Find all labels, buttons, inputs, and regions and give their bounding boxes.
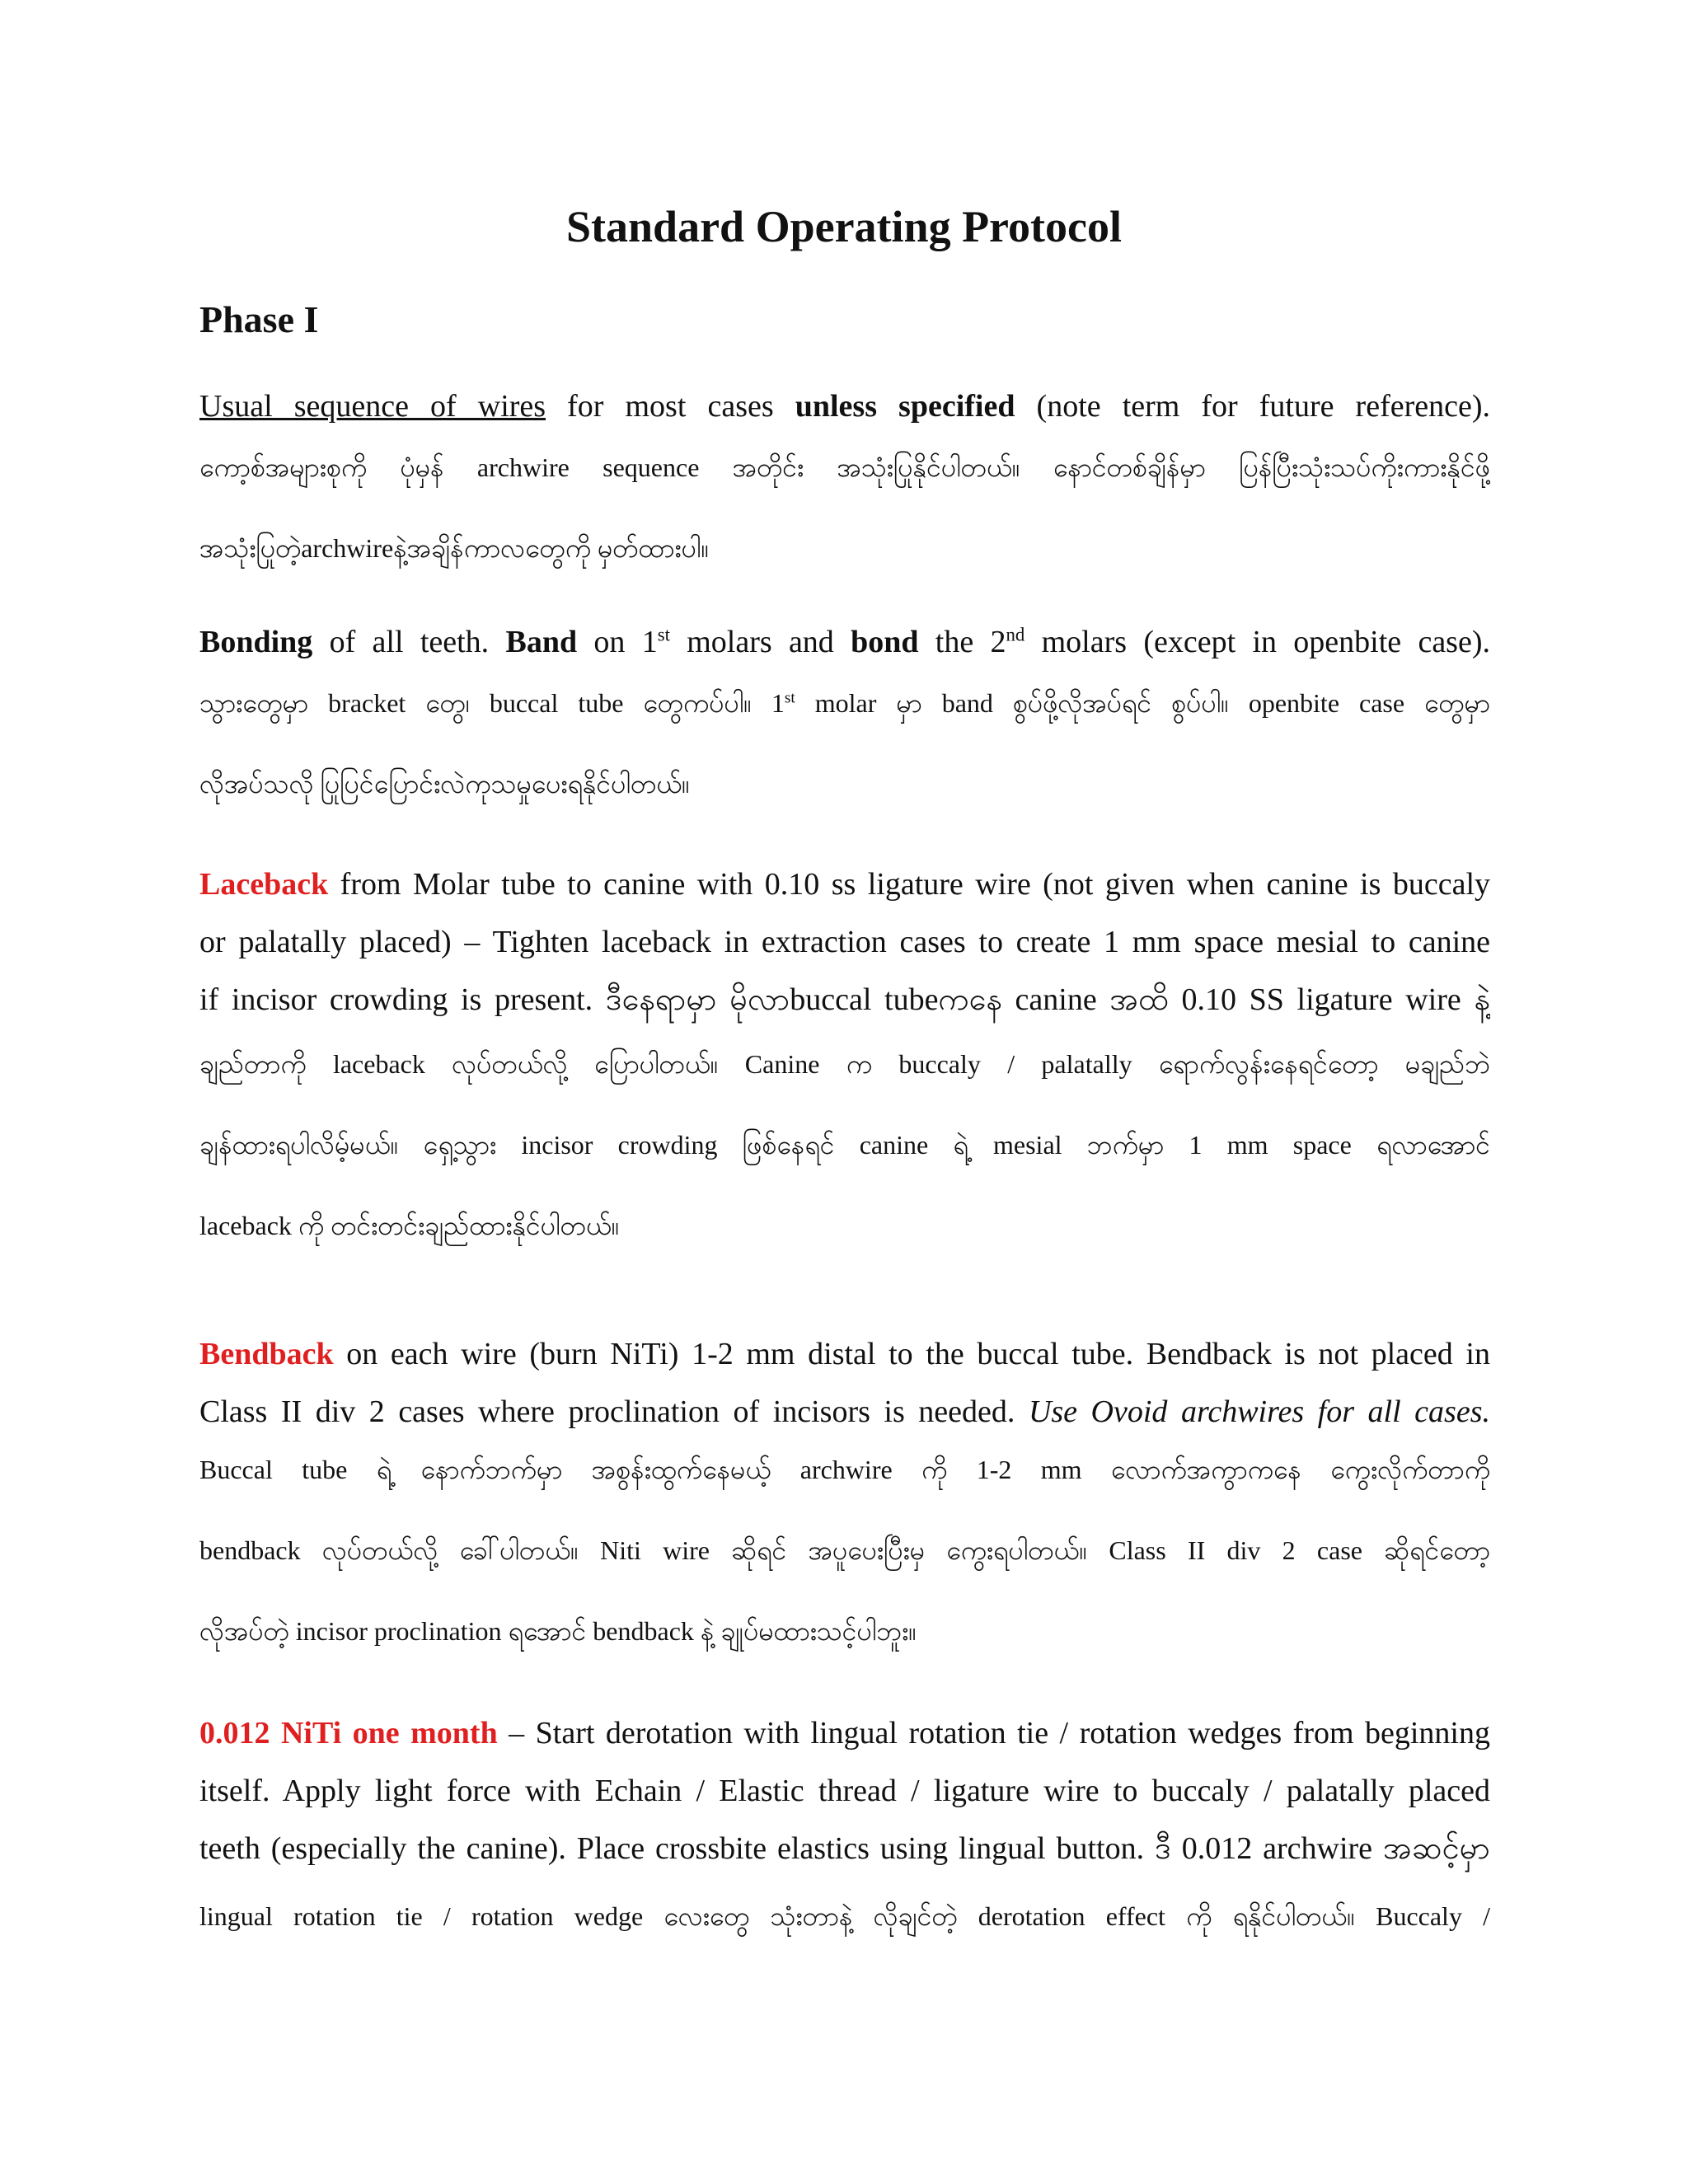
- superscript: nd: [1006, 624, 1025, 645]
- text-run: molars (except in openbite case).: [1025, 625, 1490, 659]
- paragraph-niti: [199, 1704, 1490, 1957]
- red-heading-term: Laceback: [199, 867, 329, 902]
- text-line: ချန်ထားရပါလိမ့်မယ်။ ရှေ့သွား incisor crowding ဖြစ်နေရင် canine ရဲ့ mesial ဘက်မှာ 1 mm space ရလာအောင်: [199, 1130, 1490, 1160]
- text-run: for most cases: [546, 389, 795, 424]
- text-line: လိုအပ်တဲ့ incisor proclination ရအောင် bendback နဲ့ ချုပ်မထားသင့်ပါဘူး။: [199, 1616, 917, 1646]
- page-title: Standard Operating Protocol: [566, 202, 1122, 251]
- text-line: laceback ကို တင်းတင်းချည်ထားနိုင်ပါတယ်။: [199, 1211, 620, 1240]
- paragraph-laceback: [199, 855, 1490, 1266]
- text-run: သွားတွေမှာ bracket တွေ၊ buccal tube တွေကပ်ပါ။ 1: [199, 688, 785, 718]
- text-run: – Start derotation with lingual rotation tie / rotation wedges from beginning: [497, 1716, 1490, 1750]
- italic-note: Use Ovoid archwires for all cases.: [1028, 1394, 1490, 1429]
- text-line: bendback လုပ်တယ်လို့ ခေါ်ပါတယ်။ Niti wire ဆိုရင် အပူပေးပြီးမှ ကွေးရပါတယ်။ Class II div 2 case ဆိုရင်တော့: [199, 1535, 1490, 1565]
- text-line: ကော့စ်အများစုကို ပုံမှန် archwire sequence အတိုင်း အသုံးပြုနိုင်ပါတယ်။ နောင်တစ်ချိန်မှာ ပြန်ပြီးသုံးသပ်ကိုးကားနိုင်ဖို့: [199, 452, 1490, 482]
- text-run: on each wire (burn NiTi) 1-2 mm distal to the buccal tube. Bendback is not placed in: [333, 1337, 1490, 1371]
- text-line: [199, 663, 1490, 743]
- text-line: if incisor crowding is present. ဒီနေရာမှာ မိုလာbuccal tubeကနေ canine အထိ 0.10 SS ligature wire နဲ့: [199, 982, 1490, 1017]
- superscript: st: [657, 624, 670, 645]
- text-run: on 1: [577, 625, 658, 659]
- text-line: teeth (especially the canine). Place crossbite elastics using lingual button. ဒီ 0.012 archwire အဆင့်မှာ: [199, 1831, 1490, 1866]
- text-run: from Molar tube to canine with 0.10 ss ligature wire (not given when canine is buccaly: [328, 867, 1490, 902]
- red-heading-term: Bendback: [199, 1337, 334, 1371]
- text-run: molar မှာ band စွပ်ဖို့လိုအပ်ရင် စွပ်ပါ။ openbite case တွေမှာ: [795, 688, 1490, 718]
- text-line: itself. Apply light force with Echain / Elastic thread / ligature wire to buccaly / palatally placed: [199, 1774, 1490, 1808]
- text-line: or palatally placed) – Tighten laceback in extraction cases to create 1 mm space mesial to canine: [199, 925, 1490, 959]
- text-line: Buccal tube ရဲ့ နောက်ဘက်မှာ အစွန်းထွက်နေမယ့် archwire ကို 1-2 mm လောက်အကွာကနေ ကွေးလိုက်တာကို: [199, 1455, 1490, 1484]
- bold-term: Band: [505, 625, 578, 659]
- text-line: လိုအပ်သလို ပြုပြင်ပြောင်းလဲကုသမှုပေးရနိုင်ပါတယ်။: [199, 769, 690, 799]
- text-run: Class II div 2 cases where proclination of incisors is needed.: [199, 1394, 1029, 1429]
- text-line: [199, 1325, 1490, 1383]
- bold-term: bond: [851, 625, 919, 659]
- text-run: of all teeth.: [312, 625, 506, 659]
- section-heading: Phase I: [199, 298, 319, 340]
- paragraph-wire-sequence: [199, 377, 1490, 588]
- text-line: ချည်တာကို laceback လုပ်တယ်လို့ ပြောပါတယ်။ Canine က buccaly / palatally ရောက်လွန်းနေရင်တော့ မချည်ဘဲ: [199, 1049, 1490, 1079]
- paragraph-bonding: [199, 613, 1490, 824]
- superscript: st: [784, 689, 795, 707]
- text-run: molars and: [669, 625, 851, 659]
- bold-term: Bonding: [199, 625, 313, 659]
- bold-term: unless specified: [795, 389, 1015, 424]
- text-run: (note term for future reference).: [1015, 389, 1490, 424]
- text-line: lingual rotation tie / rotation wedge လေးတွေ သုံးတာနဲ့ လိုချင်တဲ့ derotation effect ကို ရနိုင်ပါတယ်။ Buccaly /: [199, 1901, 1490, 1931]
- red-heading-term: 0.012 NiTi one month: [199, 1716, 498, 1750]
- text-line: [199, 855, 1490, 913]
- text-run: the 2: [918, 625, 1006, 659]
- underlined-phrase: Usual sequence of wires: [199, 389, 546, 424]
- text-line: အသုံးပြုတဲ့archwireနဲ့အချိန်ကာလတွေကို မှတ်ထားပါ။: [199, 533, 710, 563]
- paragraph-bendback: [199, 1325, 1490, 1671]
- text-line: [199, 1704, 1490, 1762]
